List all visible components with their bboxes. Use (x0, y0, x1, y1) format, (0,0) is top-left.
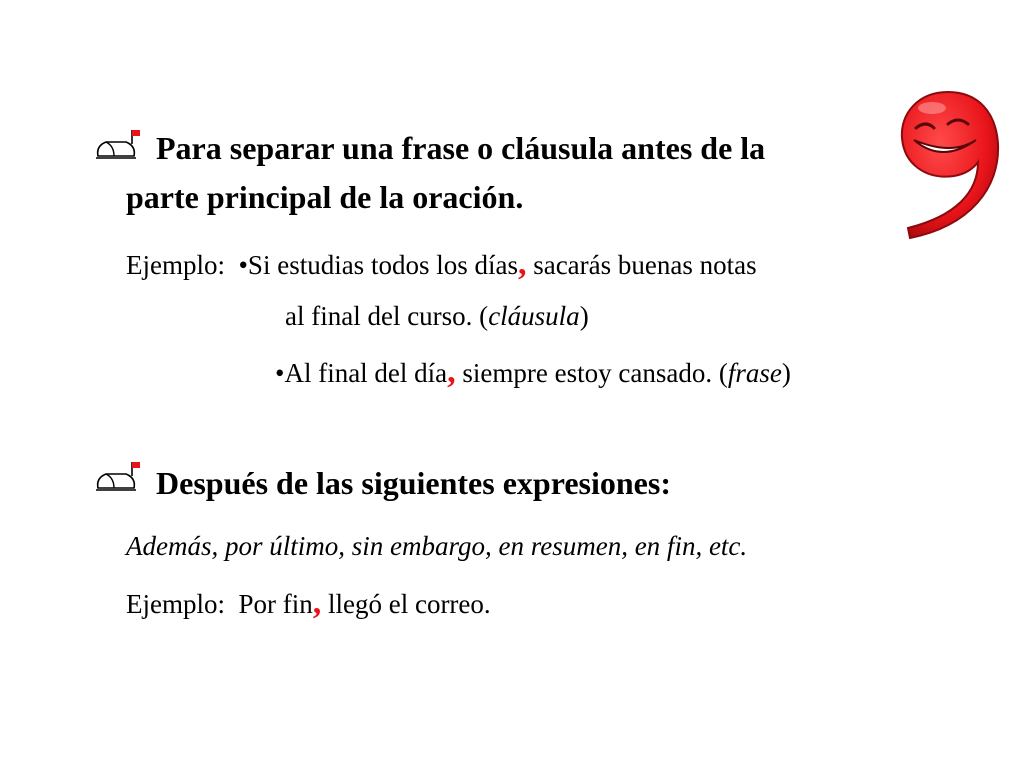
expressions-list: Además, por último, sin embargo, en resumen, en fin, etc. (126, 531, 748, 561)
section1-heading-line2: parte principal de la oración. (126, 179, 524, 215)
example1-text-b: sacarás buenas notas (526, 250, 757, 280)
comma-mark: , (517, 245, 527, 282)
comma-mark: , (312, 584, 322, 621)
example1-text-a: •Si estudias todos los días (238, 250, 518, 280)
example2-text-b: siempre estoy cansado. ( (455, 358, 728, 388)
mailbox-icon (92, 126, 144, 166)
example2-text-a: •Al final del día (275, 358, 448, 388)
example1-line2 (285, 300, 589, 332)
example1-line2-b: ) (579, 301, 589, 331)
mailbox-icon (92, 458, 144, 498)
example-label: Ejemplo: (126, 589, 225, 619)
comma-mark: , (447, 353, 456, 390)
section1-heading-line1: Para separar una frase o cláusula antes de la (156, 130, 766, 166)
example3-text-b: llegó el correo. (321, 589, 491, 619)
example2-close: ) (781, 358, 791, 388)
example-label: Ejemplo: (126, 250, 225, 280)
example1-line1 (126, 245, 757, 282)
example3-text-a: Por fin (238, 589, 313, 619)
example2-type: frase (727, 358, 782, 388)
example3-line (126, 584, 491, 621)
smiling-comma-mascot (892, 88, 1004, 240)
example2-line (275, 353, 791, 390)
example1-line2-a: al final del curso. ( (285, 301, 489, 331)
section2-heading: Después de las siguientes expresiones: (156, 465, 671, 501)
example1-type: cláusula (488, 301, 580, 331)
